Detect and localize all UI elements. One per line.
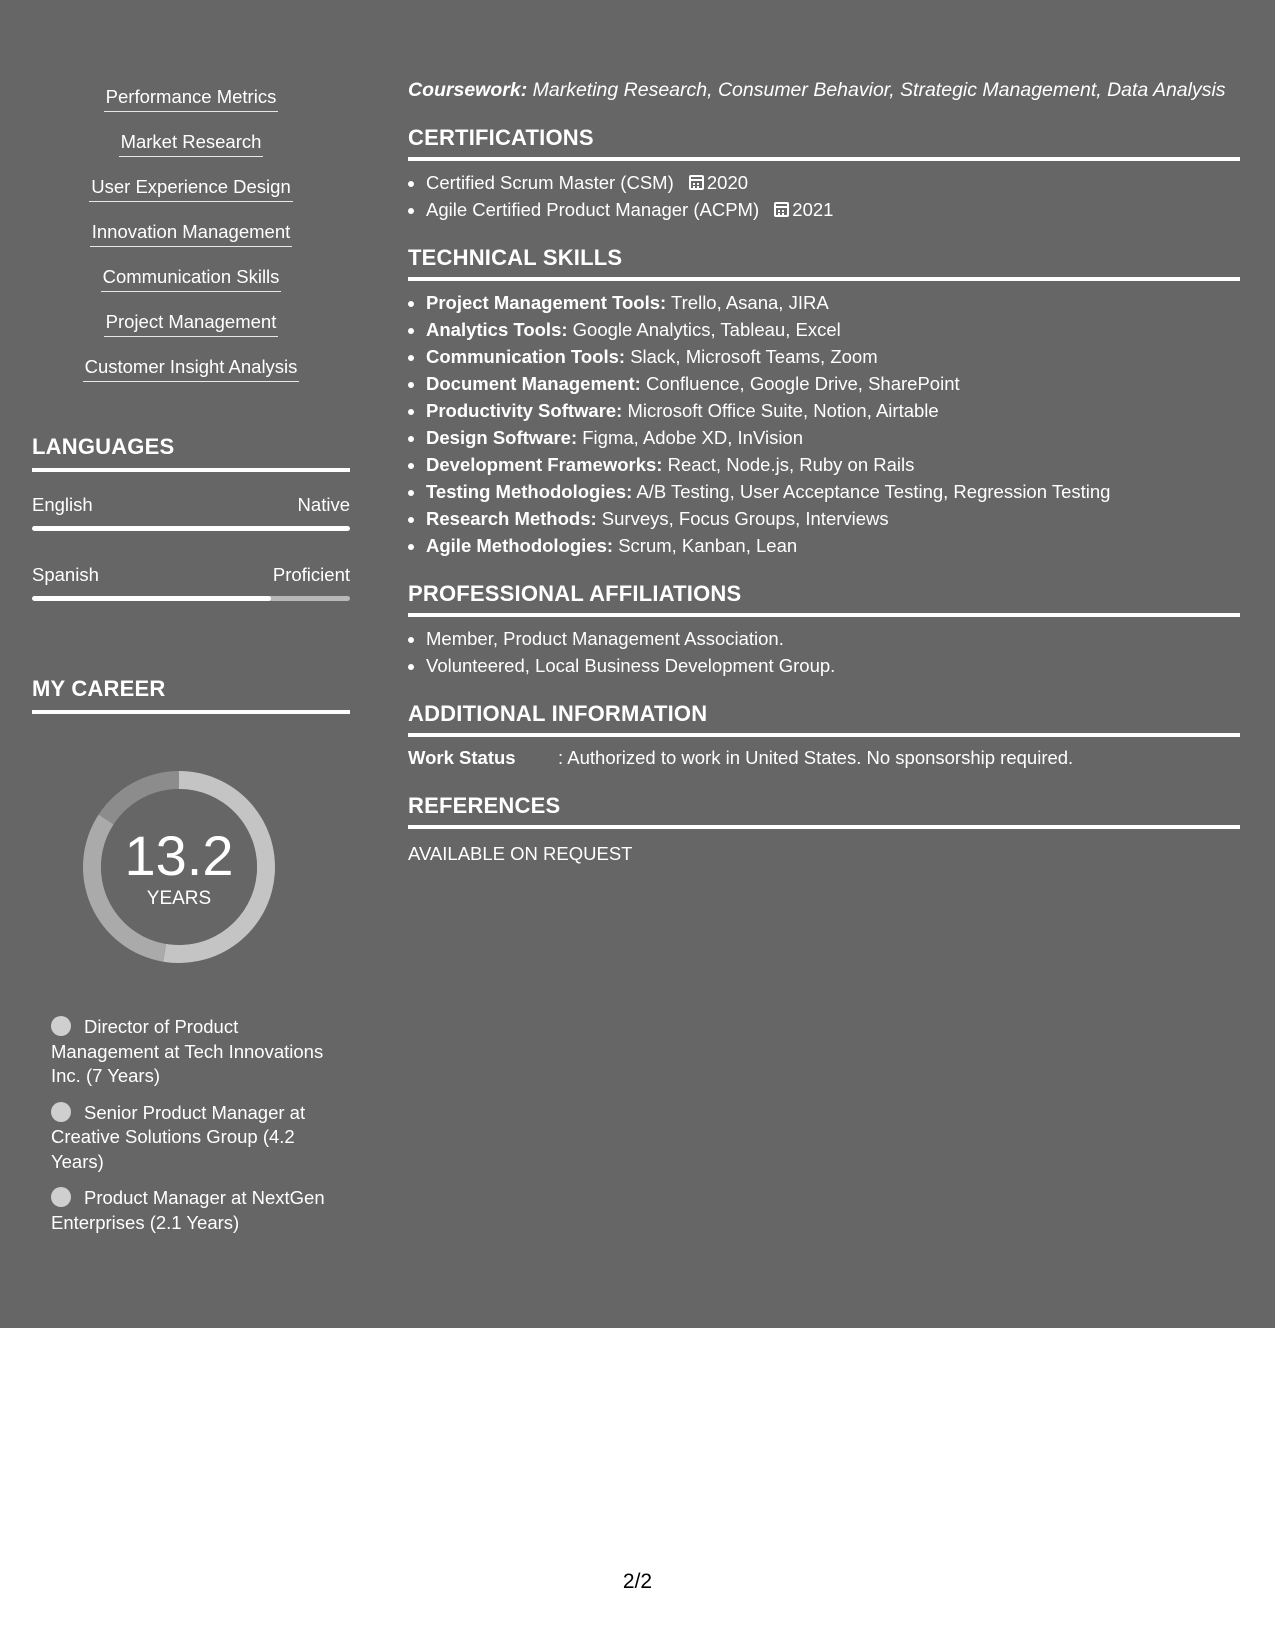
language-proficiency-fill [32, 526, 350, 531]
references-text: AVAILABLE ON REQUEST [408, 843, 633, 864]
technical-skill-label: Document Management: [426, 373, 641, 394]
technical-skill-value: React, Node.js, Ruby on Rails [667, 454, 915, 475]
skill-label: Customer Insight Analysis [83, 354, 300, 382]
skill-item [32, 264, 350, 309]
career-donut-center [66, 754, 292, 980]
skill-item [32, 354, 350, 399]
skill-label: Market Research [119, 129, 264, 157]
calendar-icon [689, 175, 704, 190]
technical-skill-label: Analytics Tools: [426, 319, 568, 340]
language-proficiency-bar [32, 526, 350, 531]
skill-item [32, 84, 350, 129]
career-item-text: Product Manager at NextGen Enterprises (2.1 Years) [51, 1187, 325, 1233]
career-item [51, 1101, 341, 1175]
technical-skill-value: Google Analytics, Tableau, Excel [572, 319, 841, 340]
technical-skill-item [426, 316, 1240, 343]
career-list [51, 1015, 341, 1247]
technical-skill-label: Project Management Tools: [426, 292, 667, 313]
career-item [51, 1186, 341, 1235]
technical-skill-value: A/B Testing, User Acceptance Testing, Regression Testing [636, 481, 1111, 502]
career-heading: MY CAREER [32, 676, 350, 714]
skill-label: Communication Skills [101, 264, 282, 292]
certification-year: 2020 [706, 172, 749, 193]
additional-info-title: ADDITIONAL INFORMATION [408, 701, 1240, 737]
skill-item [32, 129, 350, 174]
technical-skill-value: Figma, Adobe XD, InVision [582, 427, 804, 448]
technical-skill-value: Scrum, Kanban, Lean [618, 535, 798, 556]
technical-skill-label: Productivity Software: [426, 400, 623, 421]
technical-skill-item [426, 343, 1240, 370]
technical-skill-label: Testing Methodologies: [426, 481, 633, 502]
skills-list [32, 84, 350, 399]
skill-label: Project Management [104, 309, 279, 337]
certification-item [426, 169, 1240, 196]
certification-name: Agile Certified Product Manager (ACPM) [426, 199, 760, 220]
technical-skill-value: Microsoft Office Suite, Notion, Airtable [627, 400, 939, 421]
coursework-label: Coursework: [408, 79, 528, 101]
career-bullet-icon [51, 1102, 71, 1122]
technical-skill-item [426, 505, 1240, 532]
technical-skill-item [426, 478, 1240, 505]
certification-year: 2021 [792, 199, 834, 220]
technical-skill-item [426, 289, 1240, 316]
technical-skill-label: Agile Methodologies: [426, 535, 614, 556]
technical-skill-value: Surveys, Focus Groups, Interviews [601, 508, 889, 529]
career-bullet-icon [51, 1187, 71, 1207]
language-proficiency-fill [32, 596, 271, 601]
technical-skill-label: Communication Tools: [426, 346, 626, 367]
career-bullet-icon [51, 1016, 71, 1036]
language-row-english [32, 493, 350, 531]
skill-label: User Experience Design [89, 174, 292, 202]
technical-skills-section [408, 245, 1240, 559]
language-name: English [32, 494, 93, 515]
work-status-label: Work Status [408, 747, 516, 768]
career-total-years: 13.2 [124, 824, 234, 887]
technical-skill-item [426, 370, 1240, 397]
career-item-text: Senior Product Manager at Creative Solutions Group (4.2 Years) [51, 1101, 306, 1172]
technical-skill-item [426, 532, 1240, 559]
languages-heading: LANGUAGES [32, 434, 350, 472]
additional-info-section [408, 701, 1240, 771]
skill-label: Innovation Management [90, 219, 293, 247]
work-status-value: : Authorized to work in United States. No sponsorship required. [558, 747, 1074, 768]
technical-skill-label: Design Software: [426, 427, 578, 448]
language-name: Spanish [32, 564, 99, 585]
calendar-icon [774, 202, 789, 217]
main-column [408, 78, 1240, 867]
language-level: Native [297, 494, 350, 515]
references-title: REFERENCES [408, 793, 1240, 829]
technical-skill-value: Slack, Microsoft Teams, Zoom [630, 346, 878, 367]
certifications-title: CERTIFICATIONS [408, 125, 1240, 161]
skill-item [32, 219, 350, 264]
technical-skill-label: Development Frameworks: [426, 454, 663, 475]
language-proficiency-bar [32, 596, 350, 601]
work-status-row [408, 745, 1240, 771]
technical-skill-item [426, 451, 1240, 478]
career-total-unit: YEARS [146, 888, 212, 909]
language-row-spanish [32, 563, 350, 601]
page-number: 2/2 [622, 1570, 653, 1593]
skill-label: Performance Metrics [104, 84, 279, 112]
certification-name: Certified Scrum Master (CSM) [426, 172, 674, 193]
technical-skill-value: Trello, Asana, JIRA [671, 292, 829, 313]
technical-skills-title: TECHNICAL SKILLS [408, 245, 1240, 281]
technical-skill-value: Confluence, Google Drive, SharePoint [645, 373, 960, 394]
affiliations-section [408, 581, 1240, 679]
skill-item [32, 174, 350, 219]
language-level: Proficient [272, 564, 350, 585]
technical-skill-item [426, 397, 1240, 424]
certifications-section [408, 125, 1240, 223]
affiliations-title: PROFESSIONAL AFFILIATIONS [408, 581, 1240, 617]
career-donut-chart [66, 754, 292, 980]
technical-skill-label: Research Methods: [426, 508, 597, 529]
coursework-text: Marketing Research, Consumer Behavior, Strategic Management, Data Analysis [532, 79, 1226, 101]
skill-item [32, 309, 350, 354]
affiliation-item: • Volunteered, Local Business Development Group. [426, 652, 1240, 679]
affiliation-item: • Member, Product Management Association. [426, 625, 1240, 652]
career-item [51, 1015, 341, 1089]
career-item-text: Director of Product Management at Tech Innovations Inc. (7 Years) [51, 1016, 324, 1086]
references-section [408, 793, 1240, 867]
technical-skill-item [426, 424, 1240, 451]
certification-item [426, 196, 1240, 223]
coursework [408, 78, 1240, 103]
